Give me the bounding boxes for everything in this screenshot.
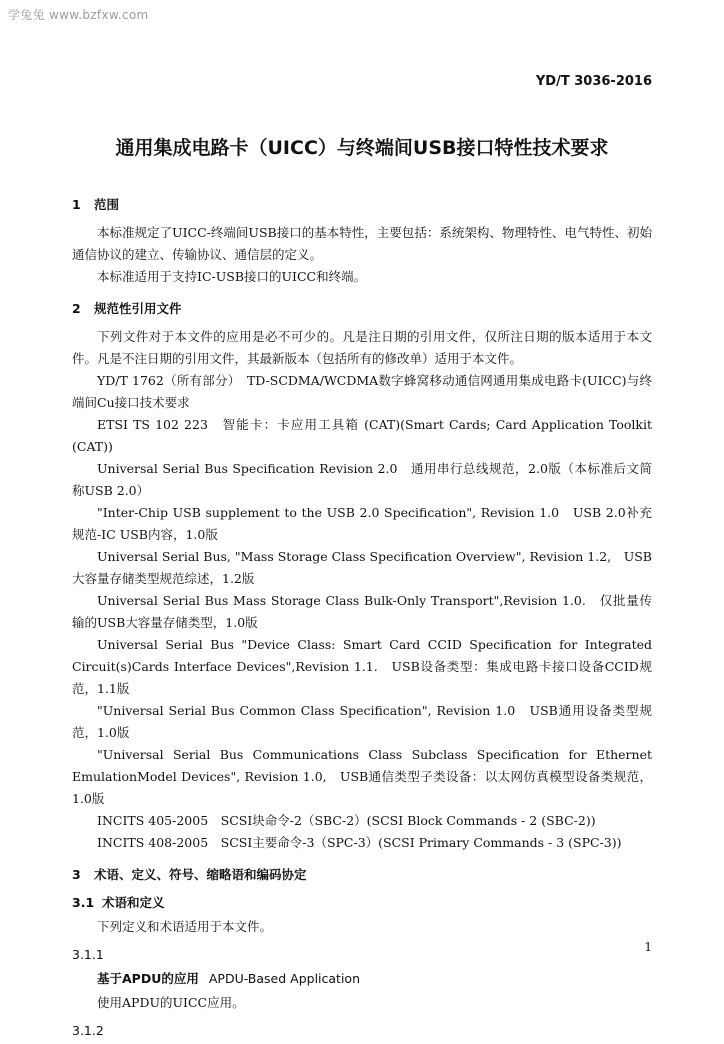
page-title: 通用集成电路卡（UICC）与终端间USB接口特性技术要求 (115, 137, 609, 159)
clause-number-3-1-2: 3.1.2 (72, 1023, 104, 1038)
section-heading-1 (72, 194, 652, 216)
paragraph: 本标准规定了UICC-终端间USB接口的基本特性，主要包括：系统架构、物理特性、电气特性、初始通信协议的建立、传输协议、通信层的定义。 (72, 225, 652, 262)
section-number: 2 (72, 301, 81, 316)
term-entry (72, 968, 652, 990)
subsection-number: 3.1 (72, 895, 95, 910)
reference-item: Universal Serial Bus Mass Storage Class Bulk-Only Transport",Revision 1.0. 仅批量传输的USB大容量存储类型，1.0版 (72, 593, 652, 630)
section-title: 规范性引用文件 (94, 301, 182, 316)
term-chinese: 基于APDU的应用 (97, 971, 199, 986)
document-body (72, 190, 652, 1044)
paragraph: 本标准适用于支持IC-USB接口的UICC和终端。 (97, 269, 367, 284)
reference-item: "Inter-Chip USB supplement to the USB 2.0 Specification", Revision 1.0 USB 2.0补充规范-IC USB内容，1.0版 (72, 505, 652, 542)
subsection-heading-3-1 (72, 892, 652, 914)
reference-item: INCITS 405-2005 SCSI块命令-2（SBC-2）(SCSI Block Commands - 2 (SBC-2)) (97, 813, 596, 828)
section-number: 3 (72, 867, 81, 882)
section-number: 1 (72, 197, 81, 212)
subsection-title: 术语和定义 (102, 895, 165, 910)
reference-item: "Universal Serial Bus Communications Class Subclass Specification for Ethernet EmulationModel Devices", Revision 1.0, USB通信类型子类设备：以太网仿真模型设备类规范，1.0版 (72, 747, 652, 806)
section-heading-2 (72, 298, 652, 320)
term-english: APDU-Based Application (208, 971, 360, 986)
term-definition: 使用APDU的UICC应用。 (97, 995, 245, 1010)
reference-item: YD/T 1762（所有部分） TD-SCDMA/WCDMA数字蜂窝移动通信网通用集成电路卡(UICC)与终端间Cu接口技术要求 (72, 373, 652, 410)
reference-item: INCITS 408-2005 SCSI主要命令-3（SPC-3）(SCSI Primary Commands - 3 (SPC-3)) (97, 835, 622, 850)
watermark-text: 学兔兔 www.bzfxw.com (8, 8, 149, 22)
section-title: 范围 (94, 197, 120, 212)
standard-number: YD/T 3036-2016 (535, 74, 652, 89)
section-title: 术语、定义、符号、缩略语和编码协定 (94, 867, 307, 882)
reference-item: "Universal Serial Bus Common Class Specification", Revision 1.0 USB通用设备类型规范，1.0版 (72, 703, 652, 740)
reference-item: ETSI TS 102 223 智能卡：卡应用工具箱 (CAT)(Smart Cards; Card Application Toolkit (CAT)) (72, 417, 652, 454)
reference-item: Universal Serial Bus "Device Class: Smart Card CCID Specification for Integrated Circuit(s)Cards Interface Devices",Revision 1.1. USB设备类型：集成电路卡接口设备CCID规范，1.1版 (72, 637, 652, 696)
reference-item: Universal Serial Bus, "Mass Storage Class Specification Overview", Revision 1.2, USB大容量存储类型规范综述，1.2版 (72, 549, 652, 586)
section-heading-3 (72, 864, 652, 886)
paragraph: 下列定义和术语适用于本文件。 (97, 919, 273, 934)
page-number: 1 (644, 940, 652, 954)
reference-item: Universal Serial Bus Specification Revision 2.0 通用串行总线规范，2.0版（本标准后文简称USB 2.0） (72, 461, 652, 498)
paragraph: 下列文件对于本文件的应用是必不可少的。凡是注日期的引用文件，仅所注日期的版本适用于本文件。凡是不注日期的引用文件，其最新版本（包括所有的修改单）适用于本文件。 (72, 329, 652, 366)
clause-number-3-1-1: 3.1.1 (72, 947, 104, 962)
